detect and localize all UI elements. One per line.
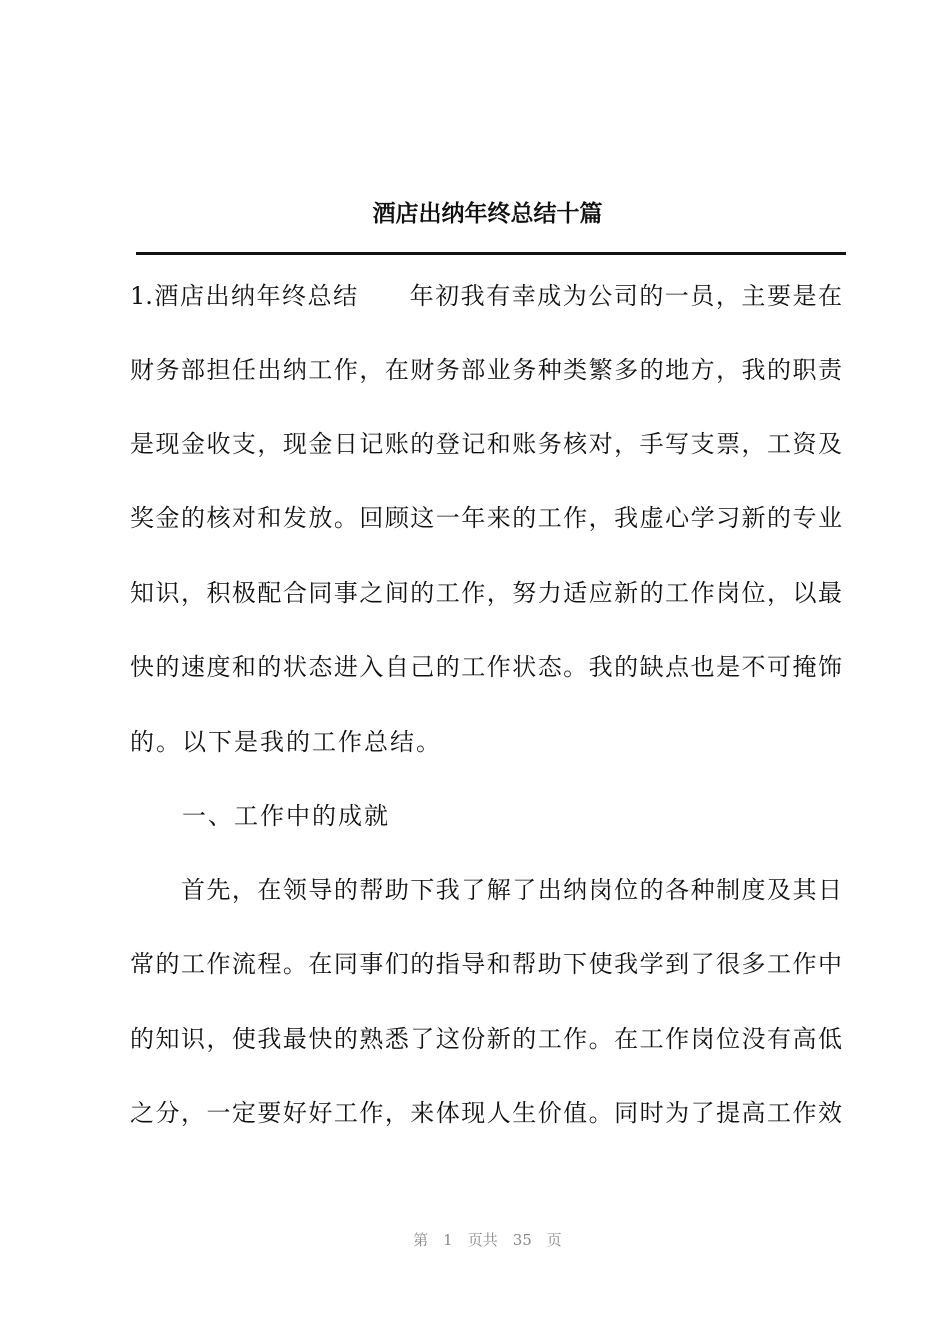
body-line-6: 快的速度和的状态进入自己的工作状态。我的缺点也是不可掩饰: [130, 653, 842, 681]
body-line-2: 财务部担任出纳工作，在财务部业务种类繁多的地方，我的职责: [130, 356, 842, 384]
page-footer: 第 1 页共 35 页: [413, 1231, 562, 1249]
body-line-10: 常的工作流程。在同事们的指导和帮助下使我学到了很多工作中: [130, 950, 842, 978]
body-line-11: 的知识，使我最快的熟悉了这份新的工作。在工作岗位没有高低: [130, 1025, 842, 1053]
document-title: 酒店出纳年终总结十篇: [372, 201, 603, 227]
section-heading: 一、工作中的成就: [130, 802, 390, 830]
body-line-5: 知识，积极配合同事之间的工作，努力适应新的工作岗位，以最: [130, 579, 842, 607]
body-line-7: 的。以下是我的工作总结。: [130, 728, 442, 756]
body-line-1: 1.酒店出纳年终总结 年初我有幸成为公司的一员，主要是在: [130, 282, 842, 310]
body-line-4: 奖金的核对和发放。回顾这一年来的工作，我虚心学习新的专业: [130, 504, 842, 532]
body-line-12: 之分，一定要好好工作，来体现人生价值。同时为了提高工作效: [130, 1099, 842, 1127]
body-line-9: 首先，在领导的帮助下我了解了出纳岗位的各种制度及其日: [130, 876, 842, 904]
title-underline: [136, 252, 846, 255]
body-line-3: 是现金收支，现金日记账的登记和账务核对，手写支票，工资及: [130, 430, 842, 458]
